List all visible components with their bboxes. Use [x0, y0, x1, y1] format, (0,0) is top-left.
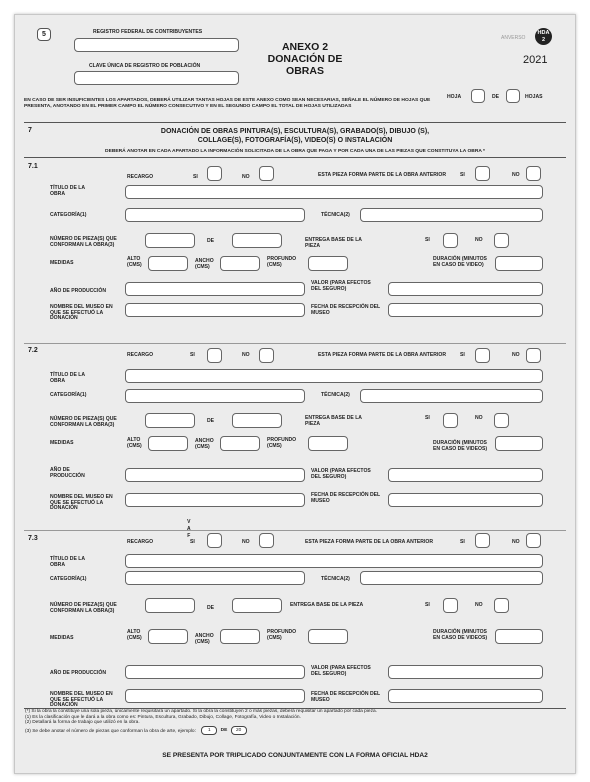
tecnica-input[interactable] [360, 208, 543, 222]
num-piezas-input[interactable] [145, 598, 195, 613]
entrega-no-box[interactable] [494, 413, 509, 428]
anio-label: AÑO DE PRODUCCIÓN [50, 670, 107, 676]
vertical-letter: F [187, 533, 191, 539]
alto-input[interactable] [148, 436, 188, 451]
parte-obra-si-label: SI [460, 172, 465, 178]
valor-input[interactable] [388, 282, 543, 296]
categoria-label: CATEGORÍA(1) [50, 392, 87, 398]
block-number: 7.2 [28, 347, 38, 354]
total-piezas-input[interactable] [232, 598, 282, 613]
valor-input[interactable] [388, 468, 543, 482]
anio-label: AÑO DE PRODUCCIÓN [50, 288, 107, 294]
form-page [14, 14, 576, 774]
museo-label: NOMBRE DEL MUSEO EN QUE SE EFECTUÓ LA DONACIÓN [50, 304, 113, 322]
categoria-input[interactable] [125, 208, 305, 222]
parte-obra-no-box[interactable] [526, 533, 541, 548]
total-hojas-input[interactable] [506, 89, 520, 103]
parte-obra-no-box[interactable] [526, 166, 541, 181]
hda2-badge-line1: HDA [537, 30, 550, 36]
curp-input[interactable] [74, 71, 239, 85]
anio-label: AÑO DE PRODUCCIÓN [50, 467, 85, 479]
fecha-input[interactable] [388, 689, 543, 703]
hoja-label: HOJA [447, 94, 462, 100]
recargo-no-box[interactable] [259, 348, 274, 363]
vertical-letter: A [187, 526, 191, 532]
footnotes [25, 709, 565, 735]
ancho-label: ANCHO (CMS) [195, 438, 214, 450]
tecnica-input[interactable] [360, 571, 543, 585]
recargo-si-label: SI [190, 539, 195, 545]
museo-label: NOMBRE DEL MUSEO EN QUE SE EFECTUÓ LA DONACIÓN [50, 494, 113, 512]
hda2-badge [535, 28, 552, 45]
tecnica-label: TÉCNICA(2) [321, 392, 350, 398]
duracion-label: DURACIÓN (MINUTOS EN CASO DE VIDEOS) [433, 440, 488, 452]
block-7-1 [15, 161, 575, 341]
tecnica-label: TÉCNICA(2) [321, 576, 350, 582]
medidas-label: MEDIDAS [50, 260, 74, 266]
num-piezas-input[interactable] [145, 233, 195, 248]
titulo-input[interactable] [125, 554, 543, 568]
parte-obra-si-box[interactable] [475, 166, 490, 181]
footnote-star: (*) Si la obra la constituye una sola pieza, únicamente requisitará un apartado. Si la obra la constituyen 2 o más piezas, deberá requisitar un apartado por cada pieza. [25, 709, 377, 714]
ancho-input[interactable] [220, 436, 260, 451]
section-subtitle: DEBERÁ ANOTAR EN CADA APARTADO LA INFORMACIÓN SOLICITADA DE LA OBRA QUE PAGA Y POR CADA UNA DE LAS PIEZAS QUE CONSTITUYA LA OBRA * [105, 149, 485, 154]
rfc-label: REGISTRO FEDERAL DE CONTRIBUYENTES [93, 29, 203, 35]
block-number: 7.1 [28, 163, 38, 170]
duracion-label: DURACIÓN (MINUTOS EN CASO DE VIDEOS) [433, 629, 488, 641]
footnote-1: (1) Es la clasificación que le dará a la obra como es: Pintura, Escultura, Grabado, Dibujo, Collage, Fotografía, Video o Instalación. [25, 714, 301, 720]
instruction-text: EN CASO DE SER INSUFICIENTES LOS APARTADOS, DEBERÁ UTILIZAR TANTAS HOJAS DE ESTE ANEXO COMO SEAN NECESARIAS, SEÑALE EL NÚMERO DE HOJAS QUE PRESENTA, ANOTANDO EN EL PRIMER CAMPO EL NÚMERO CONSECUTIVO Y EN EL SEGUNDO CAMPO EL TOTAL DE HOJAS UTILIZADAS [24, 98, 431, 109]
vertical-letter: V [187, 519, 191, 525]
titulo-label: TÍTULO DE LA OBRA [50, 372, 85, 384]
section-title-line2: COLLAGE(S), FOTOGRAFÍA(S), VIDEO(S) O INSTALACIÓN [197, 137, 393, 144]
entrega-no-label: NO [475, 415, 483, 421]
entrega-no-box[interactable] [494, 598, 509, 613]
duracion-input[interactable] [495, 256, 543, 271]
fecha-label: FECHA DE RECEPCIÓN DEL MUSEO [311, 492, 381, 504]
recargo-label: RECARGO [127, 539, 154, 545]
alto-input[interactable] [148, 256, 188, 271]
alto-label: ALTO (CMS) [127, 437, 142, 449]
profundo-input[interactable] [308, 629, 348, 644]
hojas-label: HOJAS [525, 94, 543, 100]
museo-label: NOMBRE DEL MUSEO EN QUE SE EFECTUÓ LA DONACIÓN [50, 691, 113, 709]
total-piezas-input[interactable] [232, 413, 282, 428]
curp-label: CLAVE ÚNICA DE REGISTRO DE POBLACIÓN [89, 63, 201, 69]
entrega-si-box[interactable] [443, 233, 458, 248]
duracion-input[interactable] [495, 436, 543, 451]
profundo-label: PROFUNDO (CMS) [267, 437, 297, 449]
medidas-label: MEDIDAS [50, 635, 74, 641]
entrega-base-label: ENTREGA BASE DE LA PIEZA [290, 602, 364, 608]
annex-title-line3: OBRAS [286, 65, 324, 77]
titulo-input[interactable] [125, 369, 543, 383]
rfc-input[interactable] [74, 38, 239, 52]
recargo-label: RECARGO [127, 174, 154, 180]
profundo-label: PROFUNDO (CMS) [267, 629, 297, 641]
parte-obra-si-label: SI [460, 539, 465, 545]
entrega-base-label: ENTREGA BASE DE LA PIEZA [305, 237, 362, 249]
titulo-label: TÍTULO DE LA OBRA [50, 185, 85, 197]
ancho-label: ANCHO (CMS) [195, 258, 214, 270]
ancho-input[interactable] [220, 256, 260, 271]
hoja-input[interactable] [471, 89, 485, 103]
form-year: 2021 [523, 54, 548, 66]
parte-obra-no-label: NO [512, 539, 520, 545]
museo-input[interactable] [125, 689, 305, 703]
entrega-si-box[interactable] [443, 598, 458, 613]
parte-obra-label: ESTA PIEZA FORMA PARTE DE LA OBRA ANTERIOR [318, 352, 447, 358]
section-title [75, 127, 515, 145]
titulo-input[interactable] [125, 185, 543, 199]
entrega-si-label: SI [425, 602, 430, 608]
footnote-3: (3) Se debe anotar el número de piezas que conforman la obra de arte, ejemplo: [25, 728, 196, 734]
categoria-label: CATEGORÍA(1) [50, 576, 87, 582]
form-number-badge: 5 [37, 28, 51, 41]
duracion-input[interactable] [495, 629, 543, 644]
total-piezas-input[interactable] [232, 233, 282, 248]
parte-obra-label: ESTA PIEZA FORMA PARTE DE LA OBRA ANTERIOR [305, 539, 434, 545]
num-piezas-de-label: DE [207, 605, 215, 611]
anio-input[interactable] [125, 665, 305, 679]
ancho-label: ANCHO (CMS) [195, 633, 214, 645]
recargo-si-label: SI [193, 174, 198, 180]
entrega-no-label: NO [475, 237, 483, 243]
categoria-label: CATEGORÍA(1) [50, 212, 87, 218]
entrega-no-label: NO [475, 602, 483, 608]
block-7-3 [15, 526, 575, 709]
profundo-input[interactable] [308, 436, 348, 451]
fecha-input[interactable] [388, 493, 543, 507]
num-piezas-label: NÚMERO DE PIEZA(S) QUE CONFORMAN LA OBRA(3) [50, 236, 117, 248]
parte-obra-no-label: NO [512, 172, 520, 178]
annex-title-line1: ANEXO 2 [281, 41, 329, 53]
num-piezas-input[interactable] [145, 413, 195, 428]
recargo-label: RECARGO [127, 352, 154, 358]
annex-title [255, 41, 355, 77]
fecha-input[interactable] [388, 303, 543, 317]
entrega-no-box[interactable] [494, 233, 509, 248]
section-title-line1: DONACIÓN DE OBRAS PINTURA(S), ESCULTURA(S), GRABADO(S), DIBUJO (S), [160, 128, 430, 135]
num-piezas-label: NÚMERO DE PIEZA(S) QUE CONFORMAN LA OBRA(3) [50, 416, 117, 428]
recargo-no-label: NO [242, 174, 250, 180]
valor-label: VALOR (PARA EFECTOS DEL SEGURO) [311, 665, 371, 677]
categoria-input[interactable] [125, 389, 305, 403]
entrega-si-box[interactable] [443, 413, 458, 428]
alto-input[interactable] [148, 629, 188, 644]
fecha-label: FECHA DE RECEPCIÓN DEL MUSEO [311, 691, 381, 703]
section-number: 7 [28, 127, 32, 134]
entrega-si-label: SI [425, 237, 430, 243]
tecnica-label: TÉCNICA(2) [321, 212, 350, 218]
museo-input[interactable] [125, 493, 305, 507]
entrega-si-label: SI [425, 415, 430, 421]
block-number: 7.3 [28, 535, 38, 542]
recargo-si-box[interactable] [207, 348, 222, 363]
recargo-no-box[interactable] [259, 533, 274, 548]
example-box-a: 1 [201, 726, 217, 735]
tecnica-input[interactable] [360, 389, 543, 403]
anio-input[interactable] [125, 282, 305, 296]
alto-label: ALTO (CMS) [127, 256, 142, 268]
annex-title-line2: DONACIÓN DE [267, 53, 343, 65]
recargo-si-label: SI [190, 352, 195, 358]
anverso-label: ANVERSO [501, 35, 526, 41]
hoja-de-label: DE [492, 94, 500, 100]
num-piezas-de-label: DE [207, 238, 215, 244]
valor-label: VALOR (PARA EFECTOS DEL SEGURO) [311, 280, 371, 292]
medidas-label: MEDIDAS [50, 440, 74, 446]
ancho-input[interactable] [220, 629, 260, 644]
parte-obra-si-box[interactable] [475, 533, 490, 548]
anio-input[interactable] [125, 468, 305, 482]
entrega-base-label: ENTREGA BASE DE LA PIEZA [305, 415, 362, 427]
valor-input[interactable] [388, 665, 543, 679]
recargo-si-box[interactable] [207, 166, 222, 181]
footnote-3-row [25, 726, 565, 735]
profundo-label: PROFUNDO (CMS) [267, 256, 297, 268]
parte-obra-no-box[interactable] [526, 348, 541, 363]
recargo-no-box[interactable] [259, 166, 274, 181]
titulo-label: TÍTULO DE LA OBRA [50, 556, 85, 568]
example-de: DE [220, 728, 228, 734]
alto-label: ALTO (CMS) [127, 629, 142, 641]
categoria-input[interactable] [125, 571, 305, 585]
recargo-si-box[interactable] [207, 533, 222, 548]
footnote-2: (2) Detallará la forma de trabajo que utilizó en la obra. [25, 720, 140, 725]
footer-text: SE PRESENTA POR TRIPLICADO CONJUNTAMENTE CON LA FORMA OFICIAL HDA2 [162, 752, 428, 759]
example-box-b: 20 [231, 726, 247, 735]
recargo-no-label: NO [242, 539, 250, 545]
num-piezas-label: NÚMERO DE PIEZA(S) QUE CONFORMAN LA OBRA(3) [50, 602, 117, 614]
parte-obra-label: ESTA PIEZA FORMA PARTE DE LA OBRA ANTERIOR [318, 172, 447, 178]
museo-input[interactable] [125, 303, 305, 317]
fecha-label: FECHA DE RECEPCIÓN DEL MUSEO [311, 304, 381, 316]
parte-obra-no-label: NO [512, 352, 520, 358]
parte-obra-si-label: SI [460, 352, 465, 358]
hda2-badge-line2: 2 [541, 36, 546, 43]
duracion-label: DURACIÓN (MINUTOS EN CASO DE VIDEO) [433, 256, 487, 268]
parte-obra-si-box[interactable] [475, 348, 490, 363]
valor-label: VALOR (PARA EFECTOS DEL SEGURO) [311, 468, 371, 480]
num-piezas-de-label: DE [207, 418, 215, 424]
profundo-input[interactable] [308, 256, 348, 271]
recargo-no-label: NO [242, 352, 250, 358]
